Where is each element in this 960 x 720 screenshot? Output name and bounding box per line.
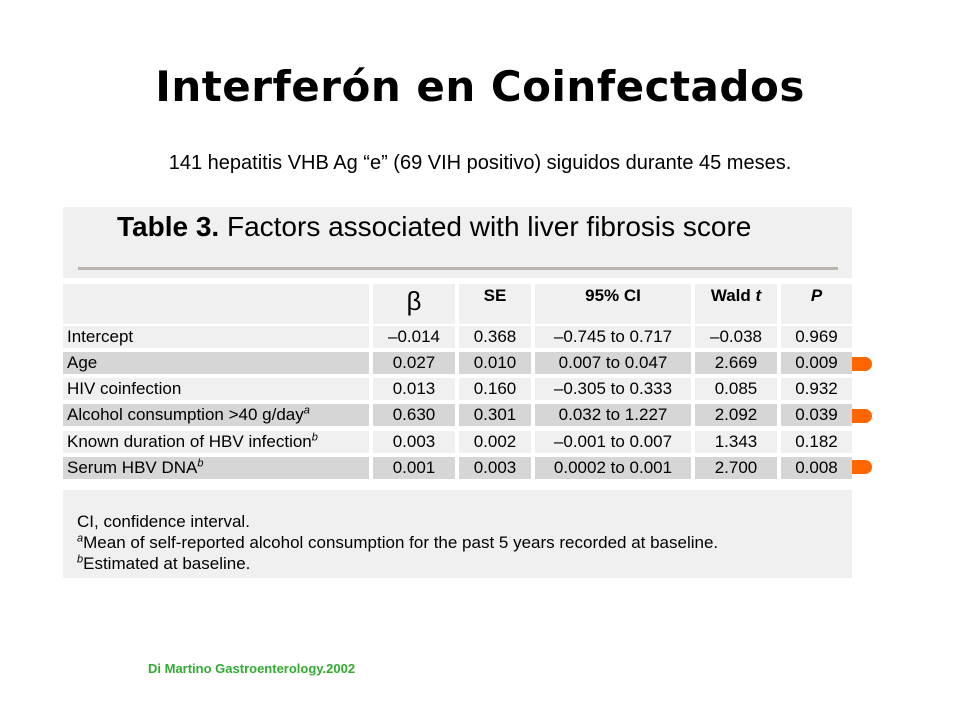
cell-value: 0.032 to 1.227: [558, 405, 668, 424]
table-cell: [695, 404, 777, 426]
table-cell: [695, 457, 777, 479]
row-label-text: Alcohol consumption >40 g/day: [67, 405, 304, 424]
table-cell: [373, 352, 455, 374]
cell-value: 0.013: [392, 379, 436, 398]
cell-value: –0.038: [710, 327, 762, 346]
table-cell: [781, 326, 852, 348]
cell-value: 0.932: [795, 379, 838, 398]
column-header: [459, 284, 531, 324]
footnote-mark: b: [311, 431, 318, 444]
row-label: [63, 352, 369, 374]
citation: Di Martino Gastroenterology.2002: [148, 661, 356, 676]
cell-value: 0.182: [795, 432, 838, 451]
footnote-b: [77, 554, 250, 574]
table-cell: [373, 378, 455, 400]
table-cell: [459, 326, 531, 348]
footnote-a-text: Mean of self-reported alcohol consumption for the past 5 years recorded at baseline.: [83, 533, 719, 552]
table-cell: [695, 352, 777, 374]
title-divider: [78, 267, 838, 270]
row-label: [63, 404, 369, 426]
cell-value: 0.008: [795, 458, 838, 477]
footnote-b-text: Estimated at baseline.: [83, 554, 251, 573]
cell-value: 0.007 to 0.047: [558, 353, 668, 372]
table-cell: [535, 431, 691, 453]
cell-value: 0.009: [795, 353, 838, 372]
table-cell: [373, 326, 455, 348]
column-header-label: P: [810, 286, 823, 305]
cell-value: 0.039: [795, 405, 838, 424]
row-label-text: Serum HBV DNA: [67, 458, 198, 477]
highlight-marker-hbv-dna: [852, 460, 872, 474]
cell-value: 0.301: [473, 405, 517, 424]
column-header-label: β: [406, 286, 422, 316]
table-cell: [459, 431, 531, 453]
table-caption: Factors associated with liver fibrosis score: [219, 211, 752, 242]
table-cell: [459, 404, 531, 426]
table-title: [117, 211, 751, 243]
row-label-text: Age: [67, 353, 98, 372]
cell-value: –0.014: [388, 327, 440, 346]
table-cell: [535, 378, 691, 400]
table-cell: [373, 404, 455, 426]
slide-subtitle: 141 hepatitis VHB Ag “e” (69 VIH positivo) siguidos durante 45 meses.: [168, 152, 792, 174]
cell-value: 0.160: [473, 379, 517, 398]
column-header: [695, 284, 777, 324]
table-cell: [535, 326, 691, 348]
column-header: [535, 284, 691, 324]
row-label: [63, 457, 369, 479]
table-cell: [373, 457, 455, 479]
table-cell: [459, 378, 531, 400]
table-title-panel: [63, 207, 852, 278]
table-cell: [781, 431, 852, 453]
footnotes-panel: [63, 490, 852, 578]
cell-value: 0.001: [392, 458, 436, 477]
highlight-marker-alcohol: [852, 409, 872, 423]
table-cell: [781, 404, 852, 426]
footnote-mark: b: [197, 457, 204, 470]
table-cell: [459, 352, 531, 374]
table-cell: [459, 457, 531, 479]
cell-value: 0.630: [392, 405, 436, 424]
table-cell: [535, 404, 691, 426]
cell-value: 0.003: [392, 432, 436, 451]
cell-value: 0.368: [473, 327, 517, 346]
row-label-text: HIV coinfection: [67, 379, 182, 398]
column-header: [373, 284, 455, 324]
table-cell: [781, 457, 852, 479]
column-header-label: SE: [483, 286, 507, 305]
column-header: [781, 284, 852, 324]
cell-value: 2.669: [714, 353, 758, 372]
row-label-text: Intercept: [67, 327, 134, 346]
cell-value: –0.001 to 0.007: [553, 432, 673, 451]
footnote-a: [77, 533, 718, 553]
column-header-label: 95% CI: [585, 286, 641, 305]
table-cell: [535, 352, 691, 374]
table-cell: [535, 457, 691, 479]
row-label: [63, 378, 369, 400]
cell-value: 0.969: [795, 327, 838, 346]
row-label: [63, 326, 369, 348]
table-cell: [695, 378, 777, 400]
cell-value: 2.700: [714, 458, 758, 477]
cell-value: 0.010: [473, 353, 517, 372]
footnote-b-mark: b: [77, 553, 84, 566]
table-cell: [695, 431, 777, 453]
row-label: [63, 431, 369, 453]
footnote-a-mark: a: [77, 532, 84, 545]
cell-value: 0.085: [714, 379, 758, 398]
cell-value: 1.343: [714, 432, 758, 451]
table-number: Table 3.: [117, 211, 220, 242]
cell-value: –0.305 to 0.333: [553, 379, 673, 398]
cell-value: 0.0002 to 0.001: [553, 458, 673, 477]
table-cell: [781, 352, 852, 374]
column-header-label: Wald t: [710, 286, 762, 305]
cell-value: –0.745 to 0.717: [553, 327, 673, 346]
footnote-mark: a: [303, 404, 310, 417]
cell-value: 2.092: [714, 405, 758, 424]
footnote-ci: CI, confidence interval.: [77, 512, 250, 531]
row-label-text: Known duration of HBV infection: [67, 432, 312, 451]
cell-value: 0.003: [473, 458, 517, 477]
highlight-marker-age: [852, 357, 872, 371]
column-header: [63, 284, 369, 324]
table-cell: [695, 326, 777, 348]
wald-t-italic: t: [755, 286, 762, 305]
table-cell: [781, 378, 852, 400]
table-cell: [373, 431, 455, 453]
slide-title: Interferón en Coinfectados: [155, 62, 805, 111]
cell-value: 0.027: [392, 353, 436, 372]
cell-value: 0.002: [473, 432, 517, 451]
